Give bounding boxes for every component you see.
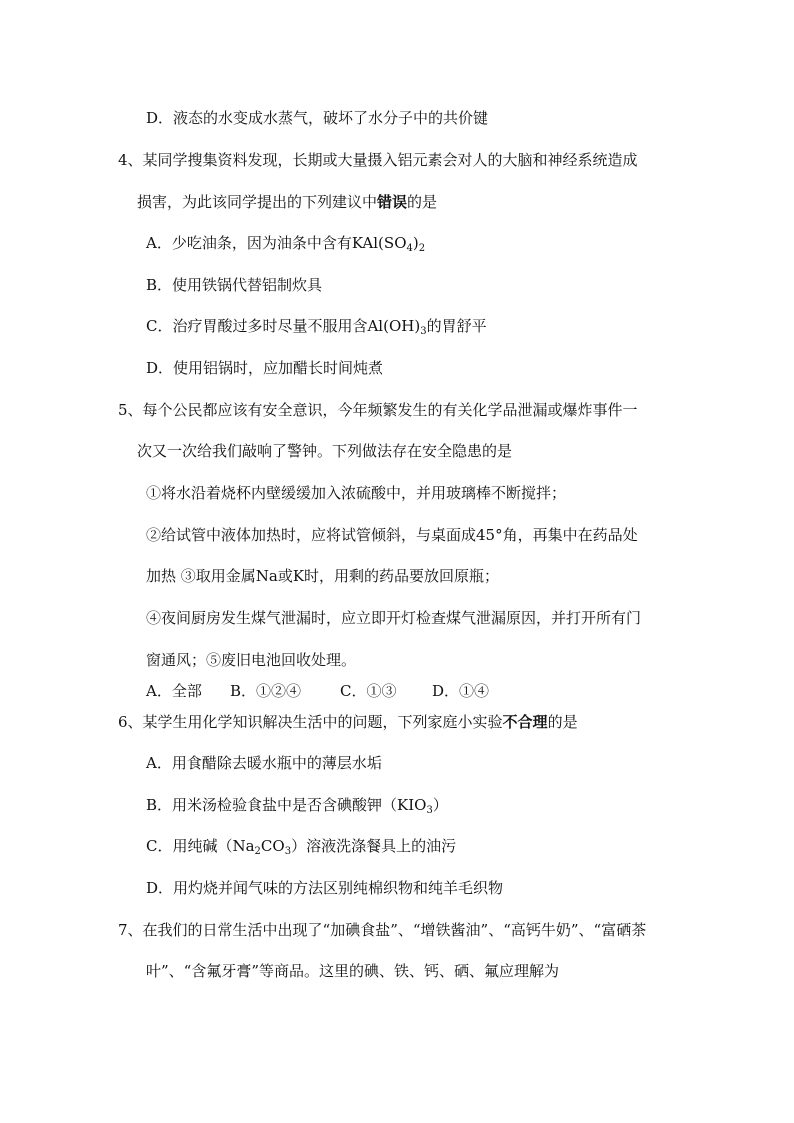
q6-option-c-mid: CO	[260, 837, 285, 855]
q6-option-b-sub: 3	[426, 805, 433, 816]
q5-item-2-line2: 加热 ③取用金属Na或K时，用剩的药品要放回原瓶；	[146, 567, 500, 585]
q6-stem-text: 6、某学生用化学知识解决生活中的问题，下列家庭小实验	[118, 713, 503, 731]
q5-item-1: ①将水沿着烧杯内壁缓缓加入浓硫酸中，并用玻璃棒不断搅拌；	[146, 484, 567, 502]
q5-option-d: D．①④	[432, 682, 490, 700]
q4-option-c-sub: 3	[420, 326, 427, 337]
q6-option-a: A．用食醋除去暖水瓶中的薄层水垢	[146, 754, 382, 772]
q5-item-2-line1: ②给试管中液体加热时，应将试管倾斜，与桌面成45°角，再集中在药品处	[146, 526, 638, 544]
q4-option-a-text: A．少吃油条，因为油条中含有KAl(SO	[146, 234, 407, 252]
q7-stem-line2: 叶”、“含氟牙膏”等商品。这里的碘、铁、钙、硒、氟应理解为	[146, 962, 560, 980]
q6-option-c-text: C．用纯碱（Na	[146, 837, 255, 855]
q5-options	[146, 681, 489, 701]
q5-stem-line1: 5、每个公民都应该有安全意识，今年频繁发生的有关化学品泄漏或爆炸事件一	[118, 401, 638, 419]
q6-option-c-sub2: 3	[284, 846, 292, 857]
q3-option-d: D．液态的水变成水蒸气，破坏了水分子中的共价键	[146, 109, 489, 127]
q4-stem-line1: 4、某同学搜集资料发现，长期或大量摄入铝元素会对人的大脑和神经系统造成	[118, 151, 638, 169]
q4-option-c	[146, 316, 487, 336]
q6-stem	[118, 712, 578, 732]
q6-option-b-end: ）	[432, 796, 448, 814]
q5-item-4-line1: ④夜间厨房发生煤气泄漏时，应立即开灯检查煤气泄漏原因，并打开所有门	[146, 609, 642, 627]
q5-option-b: B．①②④	[230, 682, 302, 700]
q4-stem-line2	[137, 192, 437, 212]
q6-option-d: D．用灼烧并闻气味的方法区别纯棉织物和纯羊毛织物	[146, 879, 504, 897]
q7-stem-line1: 7、在我们的日常生活中出现了“加碘食盐”、“增铁酱油”、“高钙牛奶”、“富硒茶	[118, 921, 647, 939]
q4-stem-text: 损害，为此该同学提出的下列建议中	[137, 193, 378, 211]
q4-option-d: D．使用铝锅时，应加醋长时间炖煮	[146, 359, 384, 377]
q4-option-c-end: 的胃舒平	[426, 317, 487, 335]
q4-stem-emphasis: 错误	[377, 193, 408, 211]
q6-option-b	[146, 795, 448, 815]
q5-option-c: C．①③	[340, 682, 397, 700]
q4-option-a	[146, 233, 425, 253]
q6-option-c-end: ）溶液洗涤餐具上的油污	[291, 837, 457, 855]
q5-item-4-line2: 窗通风；⑤废旧电池回收处理。	[146, 651, 357, 669]
q5-stem-line2: 次又一次给我们敲响了警钟。下列做法存在安全隐患的是	[137, 442, 513, 460]
q6-option-b-text: B．用米汤检验食盐中是否含碘酸钾（KIO	[146, 796, 427, 814]
q6-stem-end: 的是	[547, 713, 578, 731]
q4-stem-end: 的是	[407, 193, 438, 211]
q5-option-a: A．全部	[146, 682, 202, 700]
q6-option-c-sub1: 2	[254, 846, 261, 857]
q6-stem-emphasis: 不合理	[502, 713, 548, 731]
q4-option-a-sub1: 4	[406, 243, 413, 254]
q4-option-b: B．使用铁锅代替铝制炊具	[146, 276, 323, 294]
q4-option-a-sub2: 2	[418, 243, 426, 254]
q4-option-c-text: C．治疗胃酸过多时尽量不服用含Al(OH)	[146, 317, 421, 335]
q6-option-c	[146, 836, 456, 856]
q4-option-a-mid: )	[412, 234, 419, 252]
